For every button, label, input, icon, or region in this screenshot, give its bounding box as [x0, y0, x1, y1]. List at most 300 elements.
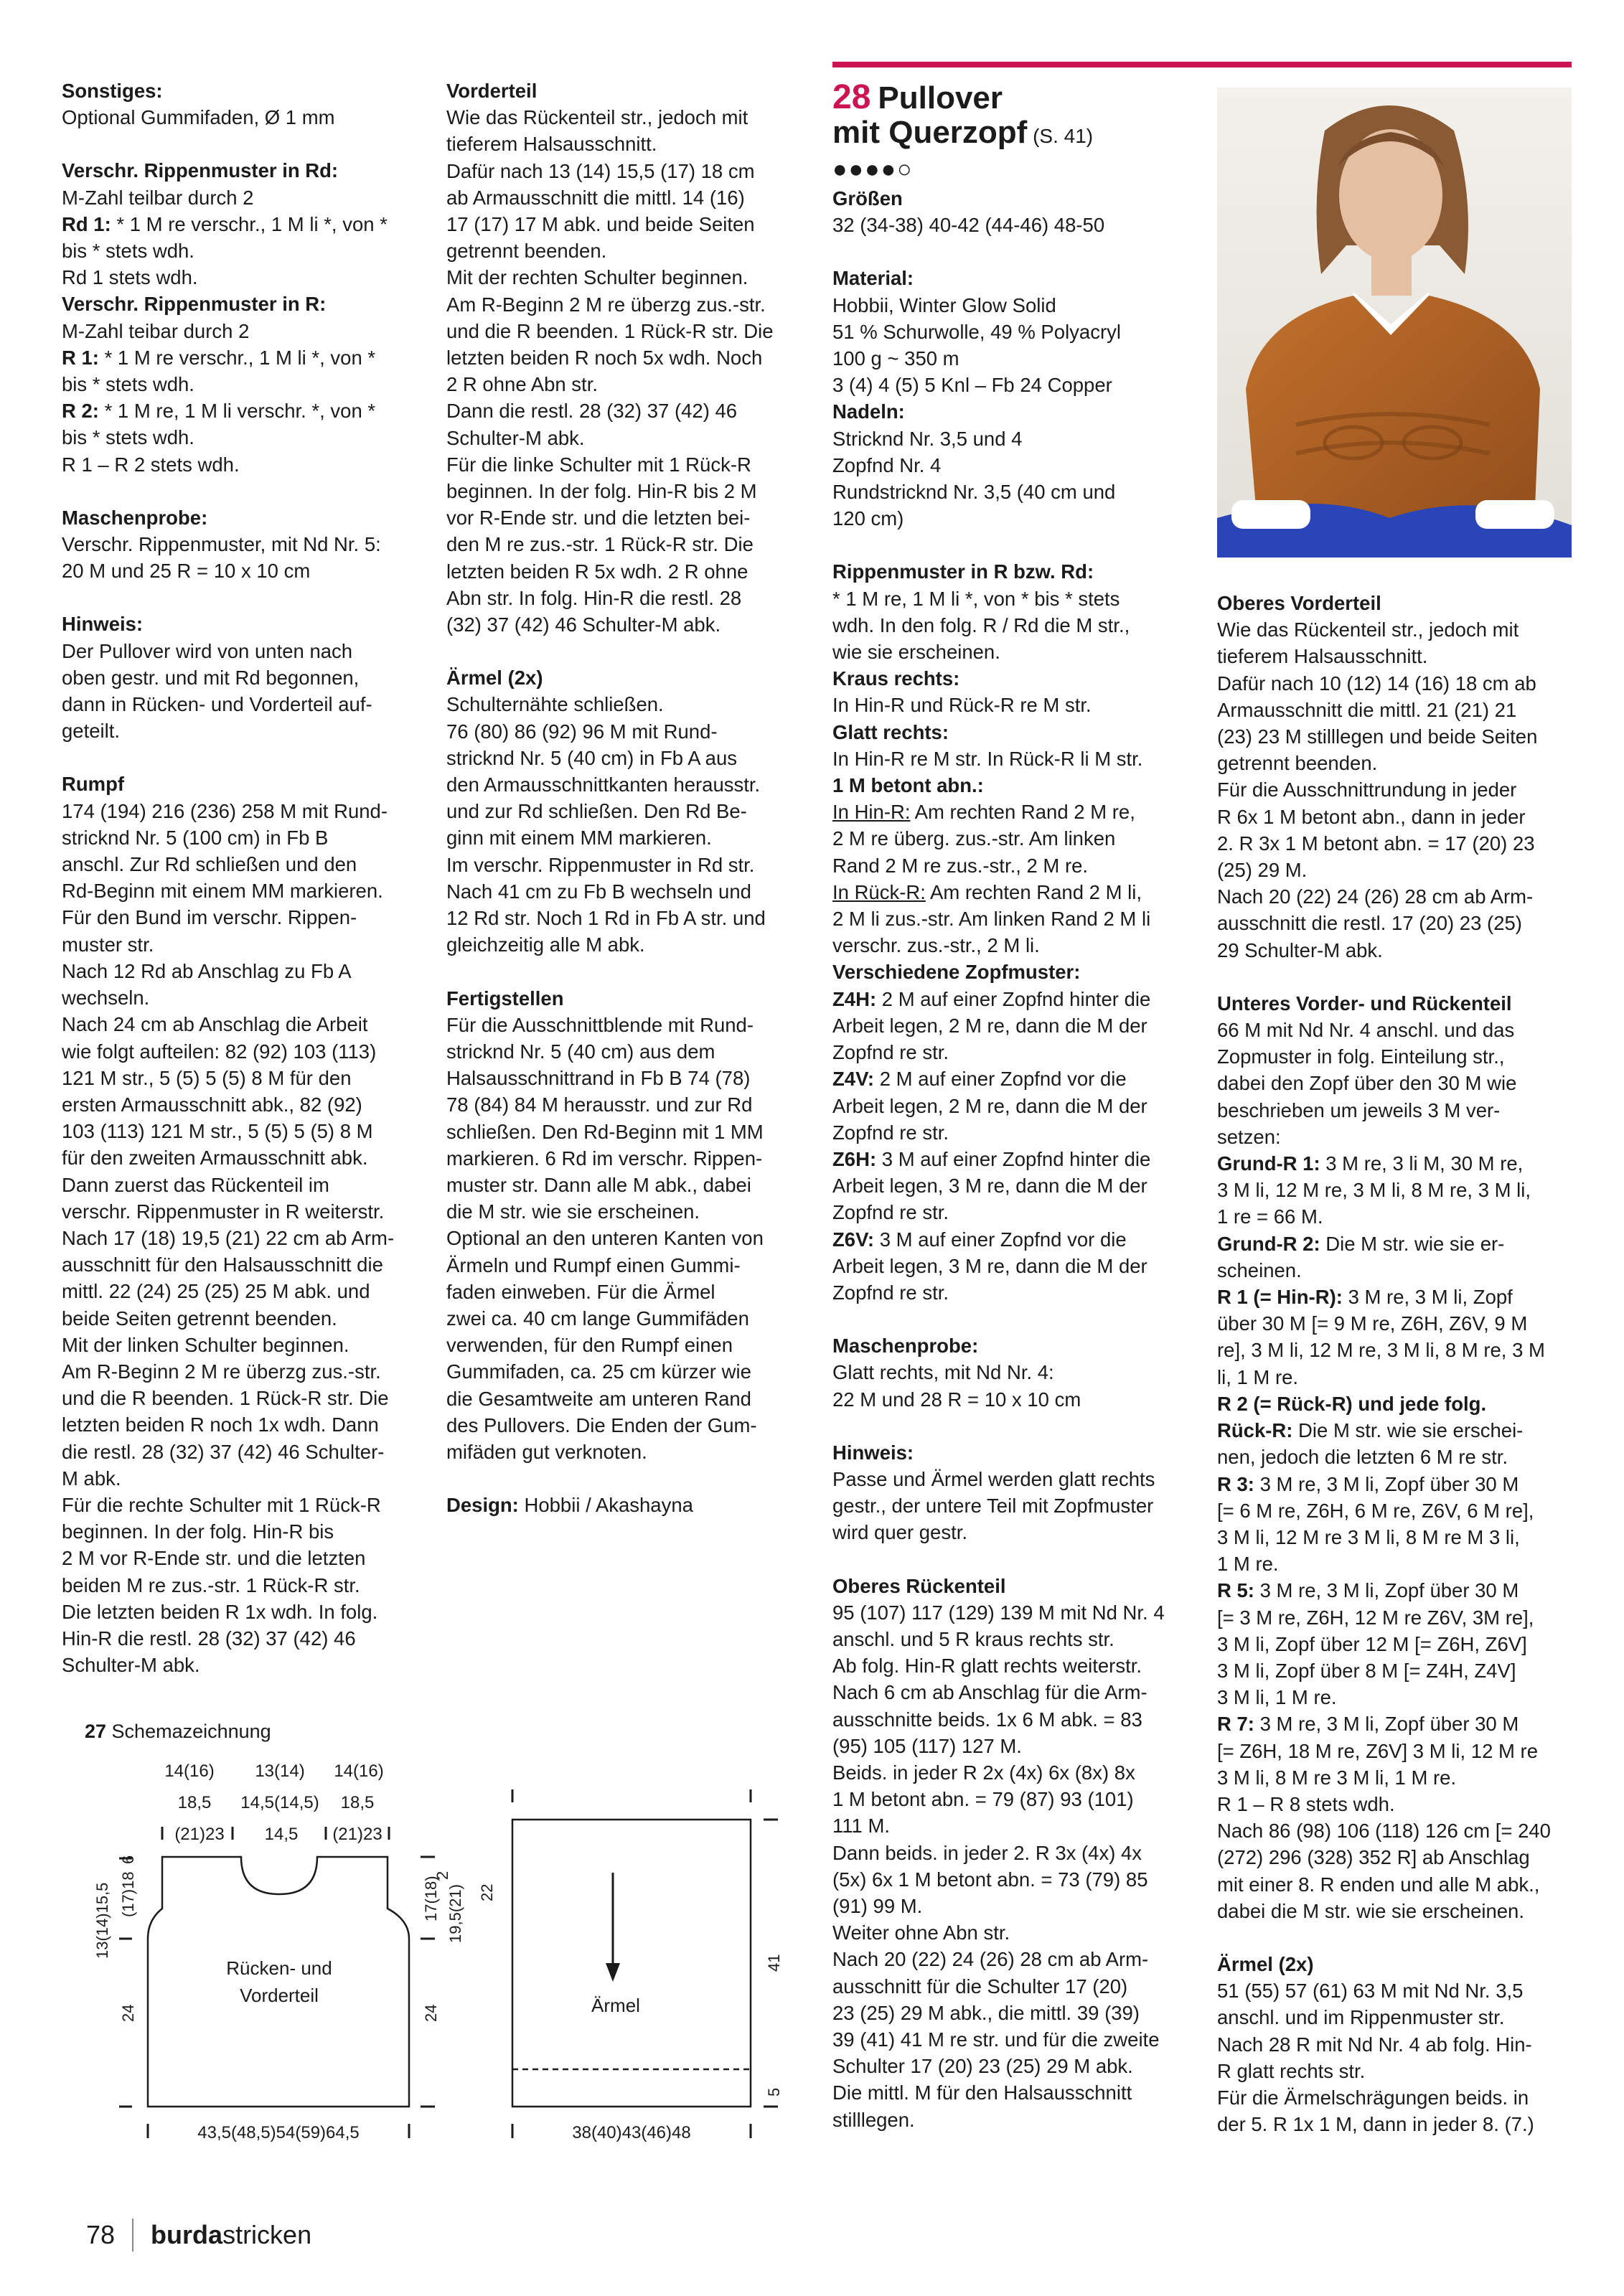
text: Am rechten Rand 2 M li,	[925, 880, 1142, 903]
text-line: Dafür nach 10 (12) 14 (16) 18 cm ab	[1217, 672, 1536, 695]
text-line: über 30 M [= 9 M re, Z6H, Z6V, 9 M	[1217, 1312, 1528, 1335]
text-line	[1217, 1284, 1576, 1310]
heading: Verschr. Rippenmuster in Rd:	[62, 159, 339, 182]
paragraph	[1217, 616, 1576, 964]
text: Die M str. wie sie erschei-	[1292, 1419, 1524, 1442]
pattern-title	[832, 80, 1191, 116]
text-line: 3 M li, 8 M re 3 M li, 1 M re.	[1217, 1766, 1457, 1789]
column-4	[1217, 590, 1576, 2137]
text-line: M-Zahl teilbar durch 2	[62, 186, 254, 209]
heading: Rumpf	[62, 773, 125, 796]
text-line: Nach 12 Rd ab Anschlag zu Fb A	[62, 959, 352, 982]
text-line: Mit der linken Schulter beginnen.	[62, 1333, 349, 1356]
text-line: * 1 M re, 1 M li *, von * bis * stets	[832, 587, 1120, 610]
text-line: dann in Rücken- und Vorderteil auf-	[62, 693, 372, 716]
heading: Oberes Rückenteil	[832, 1574, 1006, 1597]
text-line: 95 (107) 117 (129) 139 M mit Nd Nr. 4	[832, 1601, 1165, 1624]
text-line: 22 M und 28 R = 10 x 10 cm	[832, 1388, 1081, 1411]
text-line: 78 (84) 84 M herausstr. und zur Rd	[446, 1093, 753, 1116]
label: R 1 (= Hin-R):	[1217, 1286, 1343, 1309]
text-line: Nach 28 R mit Nd Nr. 4 ab folg. Hin-	[1217, 2033, 1532, 2056]
column-3	[832, 80, 1191, 2133]
column-1	[62, 77, 421, 1678]
label: Grund-R 2:	[1217, 1232, 1320, 1255]
text-line: Beids. in jeder R 2x (4x) 6x (8x) 8x	[832, 1761, 1135, 1784]
text-line: M-Zahl teibar durch 2	[62, 319, 250, 342]
heading: Sonstiges:	[62, 80, 163, 102]
text-line: anschl. und im Rippenmuster str.	[1217, 2006, 1505, 2029]
schematic-drawing	[62, 1751, 808, 2167]
text-line: den M re zus.-str. 1 Rück-R str. Die	[446, 533, 754, 556]
paragraph	[832, 1599, 1191, 2133]
text-line: für den zweiten Armausschnitt abk.	[62, 1147, 368, 1170]
text-line: 103 (113) 121 M str., 5 (5) 5 (5) 8 M	[62, 1120, 373, 1143]
dim-label: (21)23	[332, 1825, 382, 1844]
text-line	[832, 986, 1191, 1012]
text-line: Hin-R die restl. 28 (32) 37 (42) 46	[62, 1627, 356, 1650]
dim-label: 13(14)	[255, 1761, 305, 1781]
text-line: (25) 29 M.	[1217, 859, 1308, 882]
text-line: Arbeit legen, 3 M re, dann die M der	[832, 1254, 1147, 1277]
text-line: scheinen.	[1217, 1258, 1302, 1281]
dim-label: 24	[119, 2004, 137, 2022]
text-line: 2. R 3x 1 M betont abn. = 17 (20) 23	[1217, 832, 1535, 855]
paragraph	[832, 585, 1191, 666]
text-line: Nach 86 (98) 106 (118) 126 cm [= 240	[1217, 1820, 1551, 1843]
text: 3 M re, 3 M li, Zopf über 30 M	[1254, 1713, 1519, 1736]
text-line: Abn str. In folg. Hin-R die restl. 28	[446, 586, 742, 609]
text-line: Für die Ausschnittblende mit Rund-	[446, 1013, 754, 1036]
text-line: 12 Rd str. Noch 1 Rd in Fb A str. und	[446, 907, 766, 930]
text-line: 1 re = 66 M.	[1217, 1205, 1323, 1228]
text-line: muster str.	[62, 933, 154, 956]
sleeve-ticks	[512, 1789, 778, 2138]
paragraph	[62, 638, 421, 745]
heading: Kraus rechts:	[832, 667, 960, 690]
text-line: Schulter 17 (20) 23 (25) 29 M abk.	[832, 2055, 1133, 2078]
text-line: (5x) 6x 1 M betont abn. = 73 (79) 85	[832, 1868, 1148, 1891]
text-line: Für die Ärmelschrägungen beids. in	[1217, 2086, 1529, 2109]
text-line	[1217, 1711, 1576, 1737]
text-line: Arbeit legen, 3 M re, dann die M der	[832, 1175, 1147, 1198]
text-line: Ärmeln und Rumpf einen Gummi-	[446, 1253, 741, 1276]
label: In Rück-R:	[832, 880, 926, 903]
text-line: Nach 17 (18) 19,5 (21) 22 cm ab Arm-	[62, 1226, 395, 1249]
column-2	[446, 77, 805, 1518]
text-line: dabei den Zopf über den 30 M wie	[1217, 1072, 1517, 1095]
text-line: Für die rechte Schulter mit 1 Rück-R	[62, 1493, 381, 1516]
label: R 3:	[1217, 1472, 1254, 1495]
text-line: 121 M str., 5 (5) 5 (5) 8 M für den	[62, 1066, 352, 1089]
heading: Rippenmuster in R bzw. Rd:	[832, 560, 1094, 583]
text-line: 51 (55) 57 (61) 63 M mit Nd Nr. 3,5	[1217, 1980, 1524, 2003]
schema-caption	[85, 1721, 271, 1743]
label: R 5:	[1217, 1579, 1254, 1602]
text-line: anschl. Zur Rd schließen und den	[62, 853, 357, 876]
heading: Material:	[832, 267, 914, 290]
label: In Hin-R:	[832, 801, 911, 824]
text-line	[832, 1146, 1191, 1172]
text-line: 1 M betont abn. = 79 (87) 93 (101)	[832, 1788, 1134, 1811]
text-line: setzen:	[1217, 1125, 1281, 1148]
text-line: Zopfnd re str.	[832, 1041, 949, 1064]
text-line: Zopfnd re str.	[832, 1281, 949, 1304]
heading: Verschiedene Zopfmuster:	[832, 961, 1081, 984]
text-line: Schulter-M abk.	[62, 1654, 200, 1677]
text-line	[1217, 1417, 1576, 1444]
text-line: 111 M.	[832, 1815, 890, 1838]
heading: Vorderteil	[446, 80, 538, 102]
text-line: wechseln.	[62, 987, 150, 1010]
text-line: die restl. 28 (32) 37 (42) 46 Schulter-	[62, 1440, 385, 1463]
text-line: [= 6 M re, Z6H, 6 M re, Z6V, 6 M re],	[1217, 1499, 1534, 1522]
text-line: ausschnitt für den Halsausschnitt die	[62, 1253, 383, 1276]
text-line: Für den Bund im verschr. Rippen-	[62, 906, 357, 929]
text-line: 2 M li zus.-str. Am linken Rand 2 M li	[832, 908, 1151, 931]
model-photo	[1217, 88, 1572, 557]
text-line: Rand 2 M re zus.-str., 2 M re.	[832, 854, 1089, 877]
accent-bar	[832, 62, 1572, 67]
text-line: 100 g ~ 350 m	[832, 347, 959, 370]
label: R 7:	[1217, 1713, 1254, 1736]
text-line: wie sie erscheinen.	[832, 641, 1000, 664]
text-line: Nach 24 cm ab Anschlag die Arbeit	[62, 1013, 368, 1036]
text-line: 3 (4) 4 (5) 5 Knl – Fb 24 Copper	[832, 374, 1112, 397]
text-line: den Armausschnittkanten herausstr.	[446, 773, 761, 796]
text-line: Gummifaden, ca. 25 cm kürzer wie	[446, 1360, 751, 1383]
text-line: geteilt.	[62, 720, 121, 743]
text-line: 32 (34-38) 40-42 (44-46) 48-50	[832, 214, 1105, 237]
text-line: Optional Gummifaden, Ø 1 mm	[62, 106, 335, 129]
text-line: Nach 41 cm zu Fb B wechseln und	[446, 880, 751, 903]
text-line: bis * stets wdh.	[62, 426, 194, 449]
text-line	[1217, 1471, 1576, 1497]
text-line: (272) 296 (328) 352 R] ab Anschlag	[1217, 1846, 1530, 1869]
text-line: Arbeit legen, 2 M re, dann die M der	[832, 1014, 1147, 1037]
text-line: R 1 – R 8 stets wdh.	[1217, 1792, 1395, 1815]
text-line: (91) 99 M.	[832, 1894, 923, 1917]
text-line: Am R-Beginn 2 M re überzg zus.-str.	[446, 293, 766, 316]
text-line: bis * stets wdh.	[62, 240, 194, 263]
dim-label: 5	[765, 2087, 783, 2097]
text-line: mit einer 8. R enden und alle M abk.,	[1217, 1873, 1540, 1896]
text-line: Rd 1 stets wdh.	[62, 266, 198, 289]
sleeve-outline	[512, 1820, 751, 2107]
text-line	[1217, 1577, 1576, 1604]
text-line: Dann beids. in jeder 2. R 3x (4x) 4x	[832, 1841, 1142, 1864]
text-line: Rd-Beginn mit einem MM markieren.	[62, 880, 383, 903]
text-line: Dann zuerst das Rückenteil im	[62, 1173, 329, 1196]
text-line: und die R beenden. 1 Rück-R str. Die	[446, 319, 774, 342]
text-line: beschrieben um jeweils 3 M ver-	[1217, 1098, 1501, 1121]
text-line: 3 M li, 12 M re 3 M li, 8 M re M 3 li,	[1217, 1525, 1520, 1548]
text-line: die Gesamtweite am unteren Rand	[446, 1387, 751, 1410]
label: Z6H:	[832, 1147, 877, 1170]
text-line	[446, 1492, 805, 1518]
text-line: die M str. wie sie erscheinen.	[446, 1200, 700, 1223]
heading: Fertigstellen	[446, 987, 564, 1010]
paragraph	[1217, 1017, 1576, 1150]
text-line: 23 (25) 29 M abk., die mittl. 39 (39)	[832, 2001, 1140, 2024]
model-photo-illustration	[1217, 88, 1572, 557]
text-line: stricknd Nr. 5 (40 cm) in Fb A aus	[446, 746, 738, 769]
text-line: ginn mit einem MM markieren.	[446, 827, 712, 850]
heading: Größen	[832, 187, 903, 210]
text-line: Schulter-M abk.	[446, 426, 585, 449]
pattern-number: 28	[832, 78, 871, 116]
text-line: li, 1 M re.	[1217, 1365, 1299, 1388]
paragraph	[832, 1359, 1191, 1412]
text-line	[832, 879, 1191, 905]
text-line: ausschnitt für die Schulter 17 (20)	[832, 1975, 1128, 1998]
body-label: Vorderteil	[240, 1985, 319, 2006]
text: * 1 M re verschr., 1 M li *, von *	[98, 346, 376, 369]
body-label: Rücken- und	[226, 1957, 332, 1979]
text-line	[62, 344, 421, 371]
text-line: 2 M re überg. zus.-str. Am linken	[832, 827, 1116, 850]
heading: 1 M betont abn.:	[832, 774, 984, 797]
text-line: Der Pullover wird von unten nach	[62, 639, 353, 662]
text-line: (23) 23 M stilllegen und beide Seiten	[1217, 725, 1538, 748]
text: 3 M re, 3 M li, Zopf über 30 M	[1254, 1472, 1519, 1495]
text-line	[832, 1226, 1191, 1253]
text-line: beide Seiten getrennt beenden.	[62, 1307, 337, 1330]
text-line: wdh. In den folg. R / Rd die M str.,	[832, 613, 1130, 636]
footer-divider	[132, 2219, 133, 2252]
text-line: dabei die M str. wie sie erscheinen.	[1217, 1899, 1524, 1922]
heading: Nadeln:	[832, 400, 905, 423]
text-line: Nach 20 (22) 24 (26) 28 cm ab Arm-	[832, 1948, 1149, 1971]
text-line: des Pullovers. Die Enden der Gum-	[446, 1413, 757, 1436]
text-line: [= 3 M re, Z6H, 12 M re Z6V, 3M re],	[1217, 1606, 1534, 1629]
text-line: 39 (41) 41 M re str. und für die zweite	[832, 2028, 1160, 2051]
text-line: gleichzeitig alle M abk.	[446, 933, 645, 956]
text-line: 120 cm)	[832, 507, 904, 530]
dim-label: 2	[433, 1871, 451, 1880]
heading: Unteres Vorder- und Rückenteil	[1217, 992, 1512, 1015]
text-line: 66 M mit Nd Nr. 4 anschl. und das	[1217, 1019, 1515, 1042]
text-line: der 5. R 1x 1 M, dann in jeder 8. (7.)	[1217, 2113, 1534, 2136]
paragraph	[446, 691, 805, 958]
dim-label: 43,5(48,5)54(59)64,5	[197, 2123, 360, 2142]
text-line: mifäden gut verknoten.	[446, 1440, 647, 1463]
text-line: wie folgt aufteilen: 82 (92) 103 (113)	[62, 1040, 377, 1063]
text-line: gestr., der untere Teil mit Zopfmuster	[832, 1495, 1154, 1518]
text-line	[1217, 1150, 1576, 1177]
text-line: und zur Rd schließen. Den Rd Be-	[446, 800, 747, 823]
text: Hobbii / Akashayna	[518, 1494, 693, 1517]
text-line: Für die Ausschnittrundung in jeder	[1217, 778, 1517, 801]
text-line: markieren. 6 Rd im verschr. Rippen-	[446, 1147, 763, 1170]
text-line: tieferem Halsausschnitt.	[446, 133, 657, 156]
text-line: stricknd Nr. 5 (100 cm) in Fb B	[62, 826, 329, 849]
text-line	[832, 799, 1191, 825]
text-line: Zopfnd re str.	[832, 1121, 949, 1144]
paragraph	[446, 1012, 805, 1465]
text: 2 M auf einer Zopfnd hinter die	[876, 987, 1151, 1010]
heading: Hinweis:	[832, 1441, 914, 1464]
text: 2 M auf einer Zopfnd vor die	[874, 1068, 1127, 1091]
text-line: tieferem Halsausschnitt.	[1217, 645, 1428, 668]
text-line: 3 M li, Zopf über 12 M [= Z6H, Z6V]	[1217, 1632, 1527, 1655]
text-line: M abk.	[62, 1467, 121, 1490]
text-line: Die mittl. M für den Halsausschnitt	[832, 2081, 1132, 2104]
dim-label: 22	[478, 1883, 496, 1901]
schema-title: Schemazeichnung	[106, 1721, 271, 1742]
brand-logo	[151, 2220, 311, 2250]
dim-label: 41	[765, 1954, 783, 1972]
text-line: Dann die restl. 28 (32) 37 (42) 46	[446, 400, 738, 423]
text-line: Arbeit legen, 2 M re, dann die M der	[832, 1094, 1147, 1117]
heading: Maschenprobe:	[832, 1335, 979, 1358]
text: 3 M re, 3 li M, 30 M re,	[1320, 1152, 1524, 1175]
paragraph	[62, 798, 421, 1679]
dim-label: 14,5	[264, 1825, 299, 1844]
text-line: Optional an den unteren Kanten von	[446, 1227, 764, 1250]
text-line	[62, 397, 421, 424]
text-line: vor R-Ende str. und die letzten bei-	[446, 507, 751, 530]
heading: Oberes Vorderteil	[1217, 592, 1381, 614]
text-line	[62, 211, 421, 237]
text-line: zwei ca. 40 cm lange Gummifäden	[446, 1307, 749, 1330]
paragraph	[1217, 1817, 1576, 1924]
text-line: Ab folg. Hin-R glatt rechts weiterstr.	[832, 1655, 1142, 1678]
text-line: 3 M li, 12 M re, 3 M li, 8 M re, 3 M li,	[1217, 1179, 1531, 1202]
dim-label: 6	[119, 1855, 137, 1864]
dim-label: 13(14)15,5	[93, 1882, 111, 1959]
text-line: R 1 – R 2 stets wdh.	[62, 453, 240, 476]
dim-label: (17)18	[119, 1871, 137, 1917]
label: Grund-R 1:	[1217, 1152, 1320, 1175]
text-line: Weiter ohne Abn str.	[832, 1921, 1010, 1944]
paragraph	[832, 425, 1191, 532]
text-line: Mit der rechten Schulter beginnen.	[446, 266, 748, 289]
text-line: Zopfnd Nr. 4	[832, 453, 942, 476]
text-line: nen, jedoch die letzten 6 M re str.	[1217, 1446, 1508, 1469]
paragraph	[1217, 1977, 1576, 2137]
text-line: (95) 105 (117) 127 M.	[832, 1734, 1022, 1757]
text-line: Die letzten beiden R 1x wdh. In folg.	[62, 1600, 378, 1623]
text: Die M str. wie sie er-	[1320, 1232, 1505, 1255]
text-line: (32) 37 (42) 46 Schulter-M abk.	[446, 613, 721, 636]
text-line: getrennt beenden.	[446, 240, 607, 263]
dim-label: 17(18)	[422, 1876, 440, 1921]
pattern-title-2	[832, 116, 1191, 154]
text-line: mittl. 22 (24) 25 (25) 25 M abk. und	[62, 1280, 370, 1303]
dim-label: 24	[422, 2004, 440, 2022]
dim-label: (21)23	[174, 1825, 225, 1844]
text-line: Stricknd Nr. 3,5 und 4	[832, 427, 1023, 450]
text-line: beginnen. In der folg. Hin-R bis	[62, 1520, 334, 1543]
text-line: Armausschnitt die mittl. 21 (21) 21	[1217, 698, 1517, 721]
sleeve-label: Ärmel	[591, 1995, 640, 2016]
dim-label: 38(40)43(46)48	[572, 2123, 691, 2142]
schema-number: 27	[85, 1721, 107, 1742]
text-line: 76 (80) 86 (92) 96 M mit Rund-	[446, 720, 718, 743]
label: Z4V:	[832, 1068, 875, 1091]
text-line: R glatt rechts str.	[1217, 2059, 1366, 2082]
text-line: Wie das Rückenteil str., jedoch mit	[1217, 618, 1519, 641]
paragraph	[446, 104, 805, 638]
label: R 2 (= Rück-R) und jede folg.	[1217, 1392, 1487, 1415]
paragraph	[832, 292, 1191, 399]
text-line: 174 (194) 216 (236) 258 M mit Rund-	[62, 799, 388, 822]
text-line: Zopmuster in folg. Einteilung str.,	[1217, 1045, 1505, 1068]
text-line: In Hin-R re M str. In Rück-R li M str.	[832, 747, 1143, 770]
text-line: Im verschr. Rippenmuster in Rd str.	[446, 853, 755, 876]
text-line: 1 M re.	[1217, 1553, 1279, 1576]
page-reference: (S. 41)	[1027, 125, 1094, 147]
text-line: ab Armausschnitt die mittl. 14 (16)	[446, 186, 745, 209]
text-line	[832, 1065, 1191, 1092]
text-line: oben gestr. und mit Rd begonnen,	[62, 666, 360, 689]
text-line: ersten Armausschnitt abk., 82 (92)	[62, 1093, 362, 1116]
text-line: faden einweben. Für die Ärmel	[446, 1280, 715, 1303]
body-outline	[148, 1857, 409, 2107]
text-line: getrennt beenden.	[1217, 752, 1378, 775]
text: 3 M re, 3 M li, Zopf über 30 M	[1254, 1579, 1519, 1602]
label: Z4H:	[832, 987, 877, 1010]
label: Z6V:	[832, 1228, 875, 1251]
label: Rück-R:	[1217, 1419, 1293, 1442]
text-line: wird quer gestr.	[832, 1521, 968, 1544]
text-line: ausschnitte beids. 1x 6 M abk. = 83	[832, 1708, 1142, 1731]
text-line: re], 3 M li, 12 M re, 3 M li, 8 M re, 3 M	[1217, 1339, 1545, 1362]
dim-label: 18,5	[177, 1793, 212, 1812]
brand-bold: burda	[151, 2220, 223, 2249]
text-line: verschr. zus.-str., 2 M li.	[832, 934, 1040, 957]
label: R 2:	[62, 400, 99, 423]
text-line: R 6x 1 M betont abn., dann in jeder	[1217, 805, 1526, 828]
text-line: Passe und Ärmel werden glatt rechts	[832, 1467, 1155, 1490]
text: 3 M re, 3 M li, Zopf	[1342, 1286, 1513, 1309]
dim-label: 14(16)	[334, 1761, 384, 1781]
text-line: und die R beenden. 1 Rück-R str. Die	[62, 1387, 389, 1410]
arrow-head-icon	[606, 1963, 620, 1982]
text-line: 2 R ohne Abn str.	[446, 373, 598, 396]
text: Am rechten Rand 2 M re,	[910, 801, 1135, 824]
text-line: 20 M und 25 R = 10 x 10 cm	[62, 560, 311, 583]
text-line: letzten beiden R noch 5x wdh. Noch	[446, 347, 763, 370]
text-line: stilllegen.	[832, 2108, 915, 2131]
text-line: Dafür nach 13 (14) 15,5 (17) 18 cm	[446, 159, 755, 182]
text-line: stricknd Nr. 5 (40 cm) aus dem	[446, 1040, 715, 1063]
label: Design:	[446, 1494, 519, 1517]
text-line: Nach 6 cm ab Anschlag für die Arm-	[832, 1681, 1147, 1704]
difficulty-rating: ●●●●○	[832, 156, 914, 183]
heading: Maschenprobe:	[62, 506, 208, 529]
text-line: Verschr. Rippenmuster, mit Nd Nr. 5:	[62, 533, 381, 556]
text: * 1 M re, 1 M li verschr. *, von *	[98, 400, 376, 423]
text: 3 M auf einer Zopfnd hinter die	[876, 1147, 1151, 1170]
text-line: 17 (17) 17 M abk. und beide Seiten	[446, 213, 755, 236]
heading: Hinweis:	[62, 613, 144, 636]
text-line: schließen. Den Rd-Beginn mit 1 MM	[446, 1120, 764, 1143]
text-line: ausschnitt die restl. 17 (20) 23 (25)	[1217, 912, 1522, 935]
text-line: verwenden, für den Rumpf einen	[446, 1334, 733, 1357]
text-line: 29 Schulter-M abk.	[1217, 938, 1383, 961]
text-line	[1217, 1231, 1576, 1257]
text-line: Glatt rechts, mit Nd Nr. 4:	[832, 1361, 1054, 1384]
text-line: Schulternähte schließen.	[446, 693, 664, 716]
text: 3 M auf einer Zopfnd vor die	[874, 1228, 1127, 1251]
text-line: [= Z6H, 18 M re, Z6V] 3 M li, 12 M re	[1217, 1739, 1539, 1762]
text-line: In Hin-R und Rück-R re M str.	[832, 694, 1092, 717]
paragraph	[832, 1466, 1191, 1546]
text-line: Nach 20 (22) 24 (26) 28 cm ab Arm-	[1217, 885, 1534, 908]
heading: Glatt rechts:	[832, 720, 949, 743]
text-line: letzten beiden R noch 1x wdh. Dann	[62, 1413, 379, 1436]
